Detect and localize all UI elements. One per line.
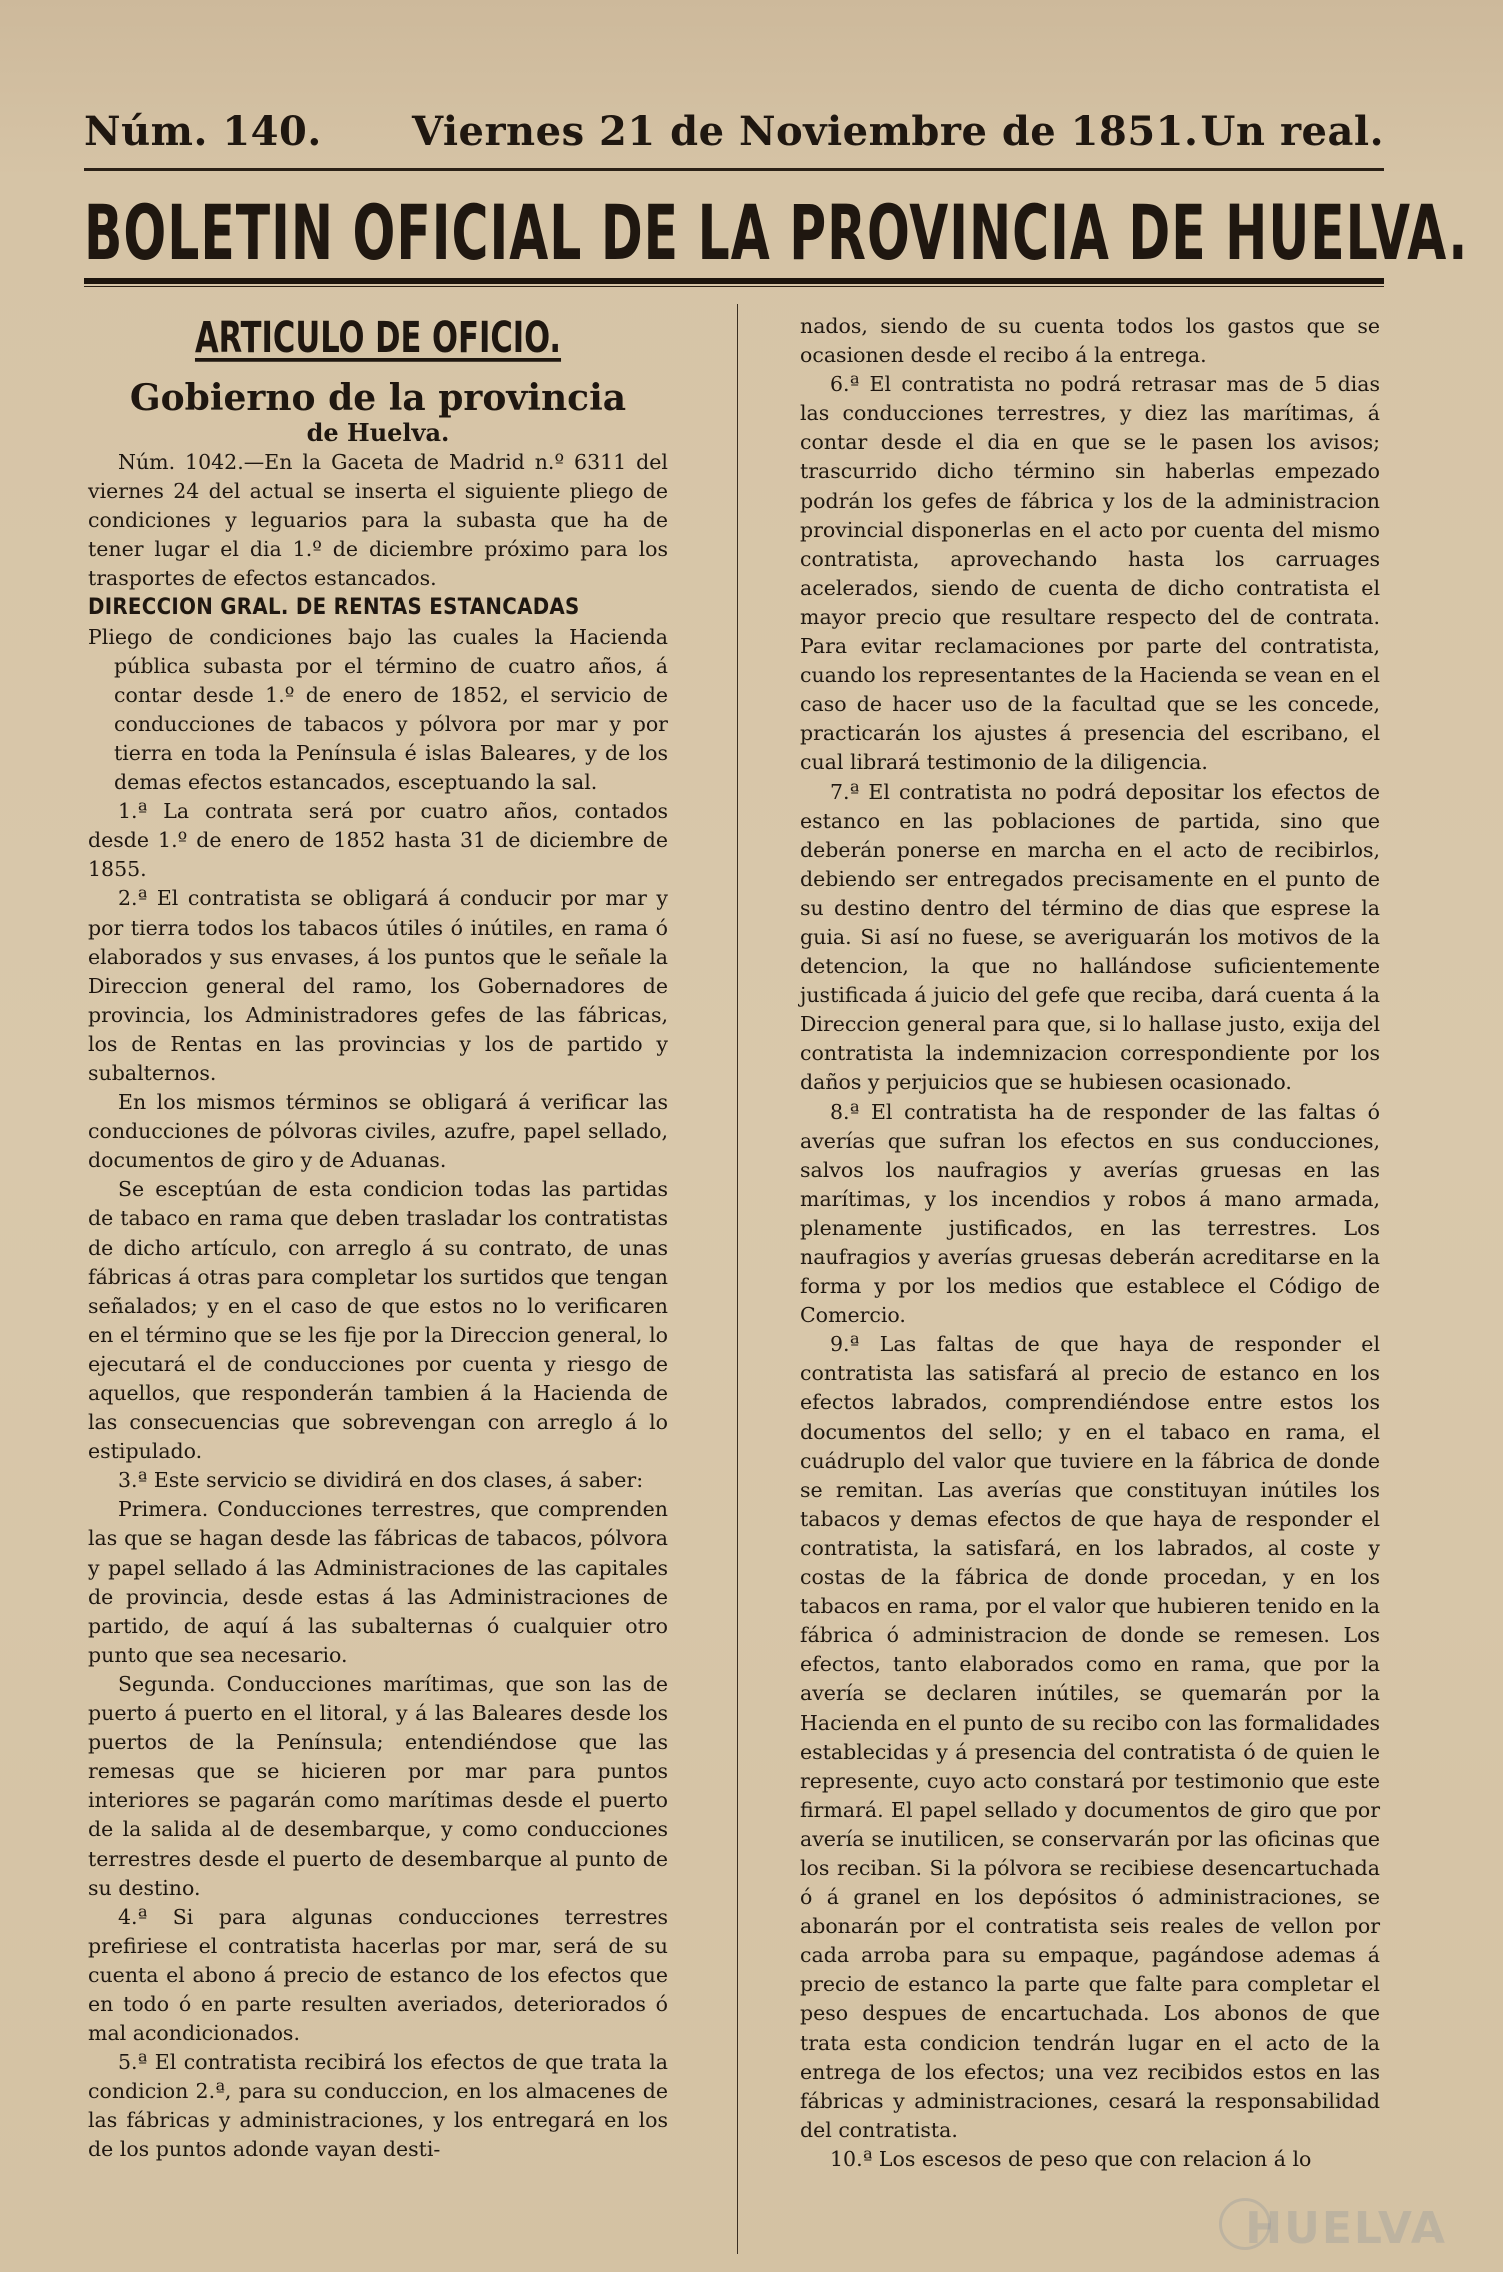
- title-rule-thin: [84, 286, 1384, 287]
- condition-paragraph: 2.ª El contratista se obligará á conducir por mar y por tierra todos los tabacos útiles ó inútiles, en rama ó elaborados y sus envases, á los puntos que le señale la Direccion general del ramo, los Gobernadores de provincia, los Administradores gefes de las fábricas, los de Rentas en las provincias y los de partido y subalternos.: [88, 886, 668, 1085]
- issue-price: Un real.: [1200, 108, 1384, 155]
- condition-paragraph: 8.ª El contratista ha de responder de las faltas ó averías que sufran los efectos en sus conducciones, salvos los naufragios y averías gruesas en las marítimas, y los incendios y robos á mano armada, plenamente justificados, en las terrestres. Los naufragios y averías gruesas deberán acreditarse en la forma y por los medios que establece el Código de Comercio.: [800, 1099, 1380, 1328]
- masthead-rule: [84, 168, 1384, 171]
- government-heading: Gobierno de la provincia: [129, 377, 627, 419]
- column-divider: [737, 304, 738, 2254]
- pliego-intro: Pliego de condiciones bajo las cuales la Hacienda pública subasta por el término de cuatro años, á contar desde 1.º de enero de 1852, el servicio de conducciones de tabacos y pólvora por mar y por tierra en toda la Península é islas Baleares, y de los demas efectos estancados, esceptuando la sal.: [88, 624, 668, 795]
- right-column: [800, 312, 1380, 2174]
- government-subheading: de Huelva.: [306, 418, 450, 447]
- condition-paragraph: 9.ª Las faltas de que haya de responder el contratista las satisfará al precio de estanco en los efectos labrados, comprendiéndose entre estos los documentos del sello; y en el tabaco en rama, el cuádruplo del valor que tuviere en la fábrica de donde se remitan. Las averías que constituyan inútiles los tabacos y demas efectos de que haya de responder el contratista, la satisfará, en los labrados, al coste y costas de la fábrica de donde procedan, y en los tabacos en rama, por el valor que hubieren tenido en la fábrica ó administracion de donde se remesen. Los efectos, tanto elaborados como en rama, que por la avería se declaren inútiles, se quemarán por la Hacienda en el punto de su recibo con las formalidades establecidas y á presencia del contratista ó de quien le represente, cuyo acto constará por testimonio que este firmará. El papel sellado y documentos de giro que por avería se inutilicen, se conservarán por las oficinas que los reciban. Si la pólvora se recibiese desencartuchada ó á granel en los depósitos ó administraciones, se abonarán por el contratista seis reales de vellon por cada arroba para su empaque, pagándose ademas á precio de estanco la parte que falte para completar el peso despues de encartuchada. Los abonos de que trata esta condicion tendrán lugar en el acto de la entrega de los efectos; una vez recibidos estos en las fábricas y administraciones, cesará la responsabilidad del contratista.: [800, 1332, 1380, 2142]
- masthead: [84, 108, 1384, 164]
- section-heading: ARTICULO DE OFICIO.: [194, 313, 562, 363]
- left-column: [88, 304, 668, 2165]
- condition-paragraph: 7.ª El contratista no podrá depositar los efectos de estanco en las poblaciones de partida, sino que deberán ponerse en marcha en el acto de recibirlos, debiendo ser entregados precisamente en el punto de su destino dentro del término de dias que esprese la guia. Si así no fuese, se averiguarán los motivos de la detencion, la que no hallándose suficientemente justificada á juicio del gefe que reciba, dará cuenta á la Direccion general para que, si lo hallase justo, exija del contratista la indemnizacion correspondiente por los daños y perjuicios que se hubiesen ocasionado.: [800, 779, 1380, 1095]
- condition-paragraph: Se esceptúan de esta condicion todas las partidas de tabaco en rama que deben trasladar los contratistas de dicho artículo, con arreglo á su contrato, de unas fábricas á otras para completar los surtidos que tengan señalados; y en el caso de que estos no lo verificaren en el término que se les fije por la Direccion general, lo ejecutará el de conducciones por cuenta y riesgo de aquellos, que responderán tambien á la Hacienda de las consecuencias que sobrevengan con arreglo á lo estipulado.: [88, 1177, 668, 1464]
- issue-number: Núm. 140.: [84, 108, 322, 155]
- condition-paragraph: 3.ª Este servicio se dividirá en dos clases, á saber:: [118, 1468, 644, 1493]
- direction-heading: DIRECCION GRAL. DE RENTAS ESTANCADAS: [88, 595, 580, 621]
- condition-paragraph: nados, siendo de su cuenta todos los gastos que se ocasionen desde el recibo á la entrega.: [800, 314, 1380, 368]
- condition-paragraph: 4.ª Si para algunas conducciones terrestres prefiriese el contratista hacerlas por mar, será de su cuenta el abono á precio de estanco de los efectos que en todo ó en parte resulten averiados, deteriorados ó mal acondicionados.: [88, 1904, 668, 2046]
- condition-paragraph: 6.ª El contratista no podrá retrasar mas de 5 dias las conducciones terrestres, y diez las marítimas, á contar desde el dia en que se le pasen los avisos; trascurrido dicho término sin haberlas empezado podrán los gefes de fábrica y los de la administracion provincial disponerlas en el acto por cuenta del mismo contratista, aprovechando hasta los carruages acelerados, siendo de cuenta de dicho contratista el mayor precio que resultare respecto del de contrata. Para evitar reclamaciones por parte del contratista, cuando los representantes de la Hacienda se vean en el caso de hacer uso de la facultad que se les concede, practicarán los ajustes á presencia del escribano, el cual librará testimonio de la diligencia.: [800, 372, 1380, 775]
- title-rule-thick: [84, 278, 1384, 284]
- condition-paragraph: En los mismos términos se obligará á verificar las conducciones de pólvoras civiles, azufre, papel sellado, documentos de giro y de Aduanas.: [88, 1090, 668, 1173]
- condition-paragraph: 1.ª La contrata será por cuatro años, contados desde 1.º de enero de 1852 hasta 31 de diciembre de 1855.: [88, 799, 668, 882]
- condition-paragraph: Primera. Conducciones terrestres, que comprenden las que se hagan desde las fábricas de tabacos, pólvora y papel sellado á las Administraciones de las capitales de provincia, desde estas á las Administraciones de partido, de aquí á las subalternas ó cualquier otro punto que sea necesario.: [88, 1497, 668, 1667]
- condition-paragraph: 5.ª El contratista recibirá los efectos de que trata la condicion 2.ª, para su conduccion, en los almacenes de las fábricas y administraciones, y los entregará en los de los puntos adonde vayan desti-: [88, 2050, 668, 2162]
- condition-paragraph: Segunda. Conducciones marítimas, que son las de puerto á puerto en el litoral, y á las Baleares desde los puertos de la Península; entendiéndose que las remesas que se hicieren por mar para puntos interiores se pagarán como marítimas desde el puerto de la salida al de desembarque, y como conducciones terrestres desde el puerto de desembarque al punto de su destino.: [88, 1671, 668, 1900]
- issue-date: Viernes 21 de Noviembre de 1851.: [412, 108, 1199, 155]
- condition-paragraph: 10.ª Los escesos de peso que con relacion á lo: [830, 2146, 1312, 2171]
- intro-paragraph: Núm. 1042.—En la Gaceta de Madrid n.º 6311 del viernes 24 del actual se inserta el siguiente pliego de condiciones y leguarios para la subasta que ha de tener lugar el dia 1.º de diciembre próximo para los trasportes de efectos estancados.: [88, 450, 668, 591]
- newspaper-title: BOLETIN OFICIAL DE LA PROVINCIA DE HUELVA.: [84, 190, 1469, 278]
- archive-watermark: HUELVA: [1245, 2203, 1447, 2254]
